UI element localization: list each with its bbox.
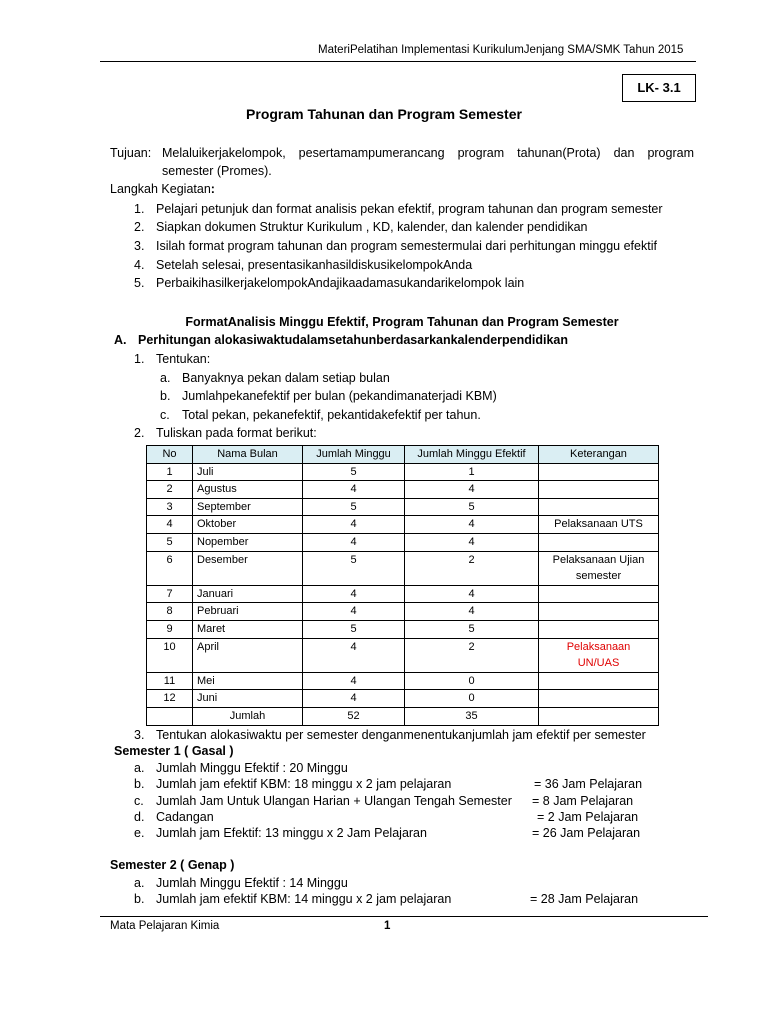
keterangan-line1: Pelaksanaan [566, 640, 631, 653]
cell-efektif: 1 [405, 463, 539, 481]
cell-keterangan: Pelaksanaan UTS [539, 516, 659, 534]
col-header-efektif: Jumlah Minggu Efektif [405, 446, 539, 464]
tuliskan-text: Tuliskan pada format berikut: [156, 426, 317, 440]
tentukan-letter-b: b. [160, 389, 171, 403]
section-a-text: Perhitungan alokasiwaktudalamsetahunberdasarkankalenderpendidikan [138, 333, 568, 347]
table-row [147, 481, 659, 499]
cell-keterangan [539, 690, 659, 708]
cell-efektif: 4 [405, 585, 539, 603]
col-header-minggu: Jumlah Minggu [303, 446, 405, 464]
tuliskan-num: 2. [134, 426, 145, 440]
cell-efektif: 0 [405, 672, 539, 690]
step3-text: Tentukan alokasiwaktu per semester denganmenentukanjumlah jam efektif per semester [156, 728, 646, 742]
step3-num: 3. [134, 728, 145, 742]
langkah-item-2: Siapkan dokumen Struktur Kurikulum , KD, kalender, dan kalender pendidikan [156, 220, 588, 234]
cell-minggu: 4 [303, 690, 405, 708]
langkah-num-4: 4. [134, 258, 145, 272]
tentukan-item-b: Jumlahpekanefektif per bulan (pekandimanaterjadi KBM) [182, 389, 497, 403]
cell-minggu: 5 [303, 551, 405, 585]
semester1-heading: Semester 1 ( Gasal ) [114, 744, 234, 758]
running-header: MateriPelatihan Implementasi KurikulumJenjang SMA/SMK Tahun 2015 [318, 44, 684, 56]
sem1-letter-a: a. [134, 761, 145, 775]
sem1-letter-c: c. [134, 794, 144, 808]
tentukan-num: 1. [134, 352, 145, 366]
table-row [147, 463, 659, 481]
cell-bulan: Pebruari [193, 603, 303, 621]
cell-efektif: 2 [405, 551, 539, 585]
cell-no: 12 [147, 690, 193, 708]
cell-no [147, 707, 193, 725]
sem1-item-e: Jumlah jam Efektif: 13 minggu x 2 Jam Pelajaran [156, 826, 427, 840]
tentukan-item-c: Total pekan, pekanefektif, pekantidakefektif per tahun. [182, 408, 481, 422]
table-header-row [147, 446, 659, 464]
langkah-item-5: PerbaikihasilkerjakelompokAndajikaadamasukandarikelompok lain [156, 276, 525, 290]
cell-keterangan [539, 620, 659, 638]
sem2-letter-a: a. [134, 876, 145, 890]
effective-weeks-table [146, 445, 659, 726]
header-rule [100, 61, 696, 62]
cell-no: 2 [147, 481, 193, 499]
langkah-num-2: 2. [134, 220, 145, 234]
tujuan-line1: Melaluikerjakelompok, pesertamampumerancang program tahunan(Prota) dan program [162, 146, 694, 160]
langkah-num-1: 1. [134, 202, 145, 216]
langkah-heading [110, 182, 215, 196]
cell-total-efektif: 35 [405, 707, 539, 725]
cell-efektif: 4 [405, 533, 539, 551]
cell-minggu: 4 [303, 585, 405, 603]
sem1-letter-e: e. [134, 826, 145, 840]
sem1-value-b: = 36 Jam Pelajaran [534, 777, 643, 791]
table-row [147, 533, 659, 551]
cell-keterangan [539, 481, 659, 499]
cell-bulan: Januari [193, 585, 303, 603]
table-row [147, 603, 659, 621]
cell-bulan: Juli [193, 463, 303, 481]
tentukan-letter-c: c. [160, 408, 170, 422]
cell-bulan: Juni [193, 690, 303, 708]
table-row [147, 620, 659, 638]
col-header-no: No [147, 446, 193, 464]
cell-total-minggu: 52 [303, 707, 405, 725]
keterangan-line1: Pelaksanaan Ujian [552, 553, 645, 566]
tentukan-label: Tentukan: [156, 352, 211, 366]
col-header-keterangan: Keterangan [539, 446, 659, 464]
cell-bulan: Oktober [193, 516, 303, 534]
cell-keterangan [539, 638, 659, 672]
cell-no: 8 [147, 603, 193, 621]
sem1-item-a: Jumlah Minggu Efektif : 20 Minggu [156, 761, 348, 775]
cell-keterangan [539, 463, 659, 481]
lk-label-box: LK- 3.1 [622, 74, 696, 102]
col-header-bulan: Nama Bulan [193, 446, 303, 464]
cell-keterangan [539, 585, 659, 603]
sem1-letter-b: b. [134, 777, 145, 791]
cell-efektif: 4 [405, 481, 539, 499]
cell-efektif: 4 [405, 603, 539, 621]
cell-total-label: Jumlah [193, 707, 303, 725]
tentukan-item-a: Banyaknya pekan dalam setiap bulan [182, 371, 390, 385]
cell-keterangan [539, 707, 659, 725]
sem2-item-a: Jumlah Minggu Efektif : 14 Minggu [156, 876, 348, 890]
table-total-row [147, 707, 659, 725]
cell-efektif: 2 [405, 638, 539, 672]
page-title: Program Tahunan dan Program Semester [246, 106, 522, 122]
cell-efektif: 0 [405, 690, 539, 708]
cell-no: 11 [147, 672, 193, 690]
section-a-letter: A. [114, 333, 127, 347]
tujuan-line2: semester (Promes). [162, 164, 272, 178]
cell-bulan: Maret [193, 620, 303, 638]
cell-minggu: 5 [303, 463, 405, 481]
format-title: FormatAnalisis Minggu Efektif, Program Tahunan dan Program Semester [185, 315, 619, 329]
cell-bulan: Agustus [193, 481, 303, 499]
cell-bulan: April [193, 638, 303, 672]
langkah-item-3: Isilah format program tahunan dan program semestermulai dari perhitungan minggu efektif [156, 239, 657, 253]
cell-no: 4 [147, 516, 193, 534]
semester2-heading: Semester 2 ( Genap ) [110, 858, 235, 872]
cell-minggu: 4 [303, 516, 405, 534]
sem1-value-c: = 8 Jam Pelajaran [532, 794, 634, 808]
table-row [147, 498, 659, 516]
table-row [147, 690, 659, 708]
cell-efektif: 4 [405, 516, 539, 534]
cell-keterangan [539, 672, 659, 690]
cell-no: 6 [147, 551, 193, 585]
sem1-value-d: = 2 Jam Pelajaran [537, 810, 639, 824]
cell-minggu: 4 [303, 672, 405, 690]
footer-subject: Mata Pelajaran Kimia [110, 920, 220, 932]
langkah-heading-colon: : [210, 182, 215, 196]
langkah-num-3: 3. [134, 239, 145, 253]
keterangan-line2: UN/UAS [577, 657, 620, 670]
cell-minggu: 4 [303, 533, 405, 551]
cell-keterangan [539, 498, 659, 516]
cell-bulan: Nopember [193, 533, 303, 551]
cell-minggu: 4 [303, 638, 405, 672]
cell-efektif: 5 [405, 498, 539, 516]
cell-keterangan [539, 603, 659, 621]
cell-minggu: 5 [303, 498, 405, 516]
cell-no: 10 [147, 638, 193, 672]
keterangan-line2: semester [575, 570, 622, 583]
sem2-value-b: = 28 Jam Pelajaran [530, 892, 639, 906]
table-row [147, 516, 659, 534]
cell-no: 7 [147, 585, 193, 603]
table-row [147, 672, 659, 690]
sem1-value-e: = 26 Jam Pelajaran [532, 826, 641, 840]
langkah-item-1: Pelajari petunjuk dan format analisis pekan efektif, program tahunan dan program semester [156, 202, 663, 216]
table-row [147, 585, 659, 603]
tentukan-letter-a: a. [160, 371, 171, 385]
sem2-item-b: Jumlah jam efektif KBM: 14 minggu x 2 jam pelajaran [156, 892, 452, 906]
langkah-num-5: 5. [134, 276, 145, 290]
cell-bulan: Mei [193, 672, 303, 690]
sem1-item-b: Jumlah jam efektif KBM: 18 minggu x 2 jam pelajaran [156, 777, 452, 791]
table-row [147, 638, 659, 672]
footer-rule [100, 916, 708, 917]
sem1-item-c: Jumlah Jam Untuk Ulangan Harian + Ulangan Tengah Semester [156, 794, 512, 808]
cell-no: 3 [147, 498, 193, 516]
cell-no: 5 [147, 533, 193, 551]
cell-bulan: September [193, 498, 303, 516]
sem1-letter-d: d. [134, 810, 145, 824]
cell-no: 1 [147, 463, 193, 481]
footer-page-number: 1 [384, 920, 391, 932]
sem2-letter-b: b. [134, 892, 145, 906]
cell-no: 9 [147, 620, 193, 638]
cell-keterangan [539, 533, 659, 551]
langkah-heading-text: Langkah Kegiatan [110, 182, 211, 196]
langkah-item-4: Setelah selesai, presentasikanhasildiskusikelompokAnda [156, 258, 473, 272]
sem1-item-d: Cadangan [156, 810, 214, 824]
cell-keterangan [539, 551, 659, 585]
cell-minggu: 5 [303, 620, 405, 638]
cell-minggu: 4 [303, 481, 405, 499]
cell-efektif: 5 [405, 620, 539, 638]
cell-minggu: 4 [303, 603, 405, 621]
tujuan-label: Tujuan: [110, 146, 152, 160]
cell-bulan: Desember [193, 551, 303, 585]
table-row [147, 551, 659, 585]
